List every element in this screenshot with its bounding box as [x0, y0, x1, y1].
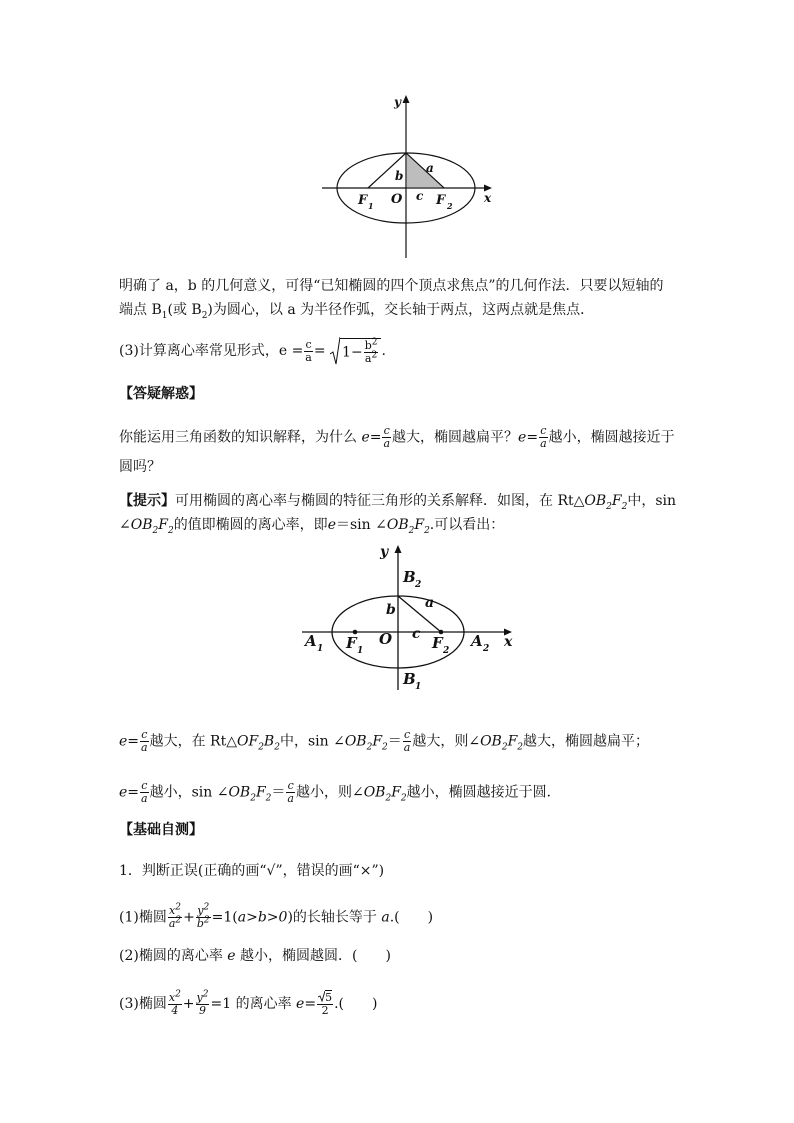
label-f2-sub: 2	[443, 646, 450, 656]
label-y: y	[394, 95, 401, 109]
ellipse-figure-1	[320, 92, 504, 262]
label-a1: A	[305, 632, 317, 650]
question-line-1: 你能运用三角函数的知识解释，为什么 e= $\frac{c}{a}$ 越大，椭圆越扁平？e= $\frac{c}{a}$ 越小，椭圆越接近于	[119, 424, 675, 450]
question-1-item-1: (1)椭圆 $\frac{x^2}{a^2}$ + $\frac{y^2}{b^2}$ =1(a>b>0)的长轴长等于 a.( )	[119, 902, 434, 930]
label-f1-sub: 1	[357, 646, 364, 656]
label-o: O	[391, 192, 403, 207]
fraction-c-over-a: $\frac{c}{a}$	[305, 337, 312, 364]
label-x: x	[504, 634, 513, 650]
observation-line-2: e= $\frac{c}{a}$ 越小，$\sin \angle OB_2F_2=$ $\frac{c}{a}$ 越小，则$\angle OB_2F_2$越小，椭圆越接近于圆．	[119, 779, 561, 805]
label-b2: B	[403, 568, 416, 586]
eccentricity-formula-line: (3)计算离心率常见形式，e = $\frac{c}{a}$ = 1− $\frac{b^2}{a^2}$ .	[119, 336, 386, 365]
label-a: a	[426, 161, 434, 175]
label-b2-sub: 2	[415, 580, 422, 590]
shaded-triangle	[406, 153, 444, 188]
label-a: a	[425, 595, 435, 611]
label-f1: F	[358, 193, 368, 208]
label-b1-sub: 1	[415, 682, 422, 692]
label-a2-sub: 2	[483, 644, 490, 654]
label-f2: F	[432, 634, 443, 652]
label-y: y	[380, 544, 389, 560]
y-axis-arrow	[403, 95, 410, 103]
ellipse-figure-2	[300, 540, 522, 700]
fraction-b2-over-a2: $\frac{b^2}{a^2}$	[364, 336, 378, 365]
label-a2: A	[471, 632, 483, 650]
label-o: O	[379, 630, 393, 648]
paragraph-line-1: 明确了 a，b 的几何意义，可得“已知椭圆的四个顶点求焦点”的几何作法．只要以短轴的	[119, 278, 664, 294]
question-1-item-2: (2)椭圆的离心率 e 越小，椭圆越圆．( )	[119, 948, 391, 964]
heading-self-test: 【基础自测】	[119, 822, 203, 838]
label-b: b	[395, 169, 404, 183]
question-1-item-3: (3)椭圆 $\frac{x^2}{4}$ + $\frac{y^2}{9}$ =1 的离心率 e= $\frac{5}{2}$ .( )	[119, 988, 378, 1017]
sqrt-sign	[318, 991, 325, 1002]
label-f1: F	[346, 634, 357, 652]
label-b1: B	[403, 670, 416, 688]
label-x: x	[484, 191, 492, 205]
label-c: c	[412, 626, 421, 642]
hint-line-2: $\angle OB_2F_2$的值即椭圆的离心率，即e＝sin $\angle OB_2F_2$.可以看出：	[119, 517, 505, 536]
y-axis-arrow	[395, 545, 402, 553]
label-f1-sub: 1	[368, 201, 374, 211]
hint-line-1: 【提示】可用椭圆的离心率与椭圆的特征三角形的关系解释．如图，在 $Rt\triangle OB_2F_2$中，sin	[119, 493, 677, 512]
sqrt-sign	[330, 336, 340, 366]
heading-answer-doubts: 【答疑解惑】	[119, 386, 203, 402]
question-line-2: 圆吗？	[119, 459, 161, 475]
label-c: c	[416, 189, 424, 203]
observation-line-1: e= $\frac{c}{a}$ 越大，在 $Rt\triangle OF_2B_2$中，$\sin \angle OB_2F_2=$ $\frac{c}{a}$ 越大，则$\angle OB_2F_2$越大，椭圆越扁平；	[119, 728, 650, 754]
question-1: 1．判断正误(正确的画“√”，错误的画“×”)	[119, 863, 385, 879]
label-f2: F	[436, 193, 446, 208]
label-a1-sub: 1	[317, 644, 324, 654]
label-b: b	[386, 602, 396, 618]
paragraph-line-2: 端点 $B_1$(或 $B_2$)为圆心，以 a 为半径作弧，交长轴于两点，这两点就是焦点．	[119, 302, 595, 321]
label-f2-sub: 2	[447, 201, 453, 211]
